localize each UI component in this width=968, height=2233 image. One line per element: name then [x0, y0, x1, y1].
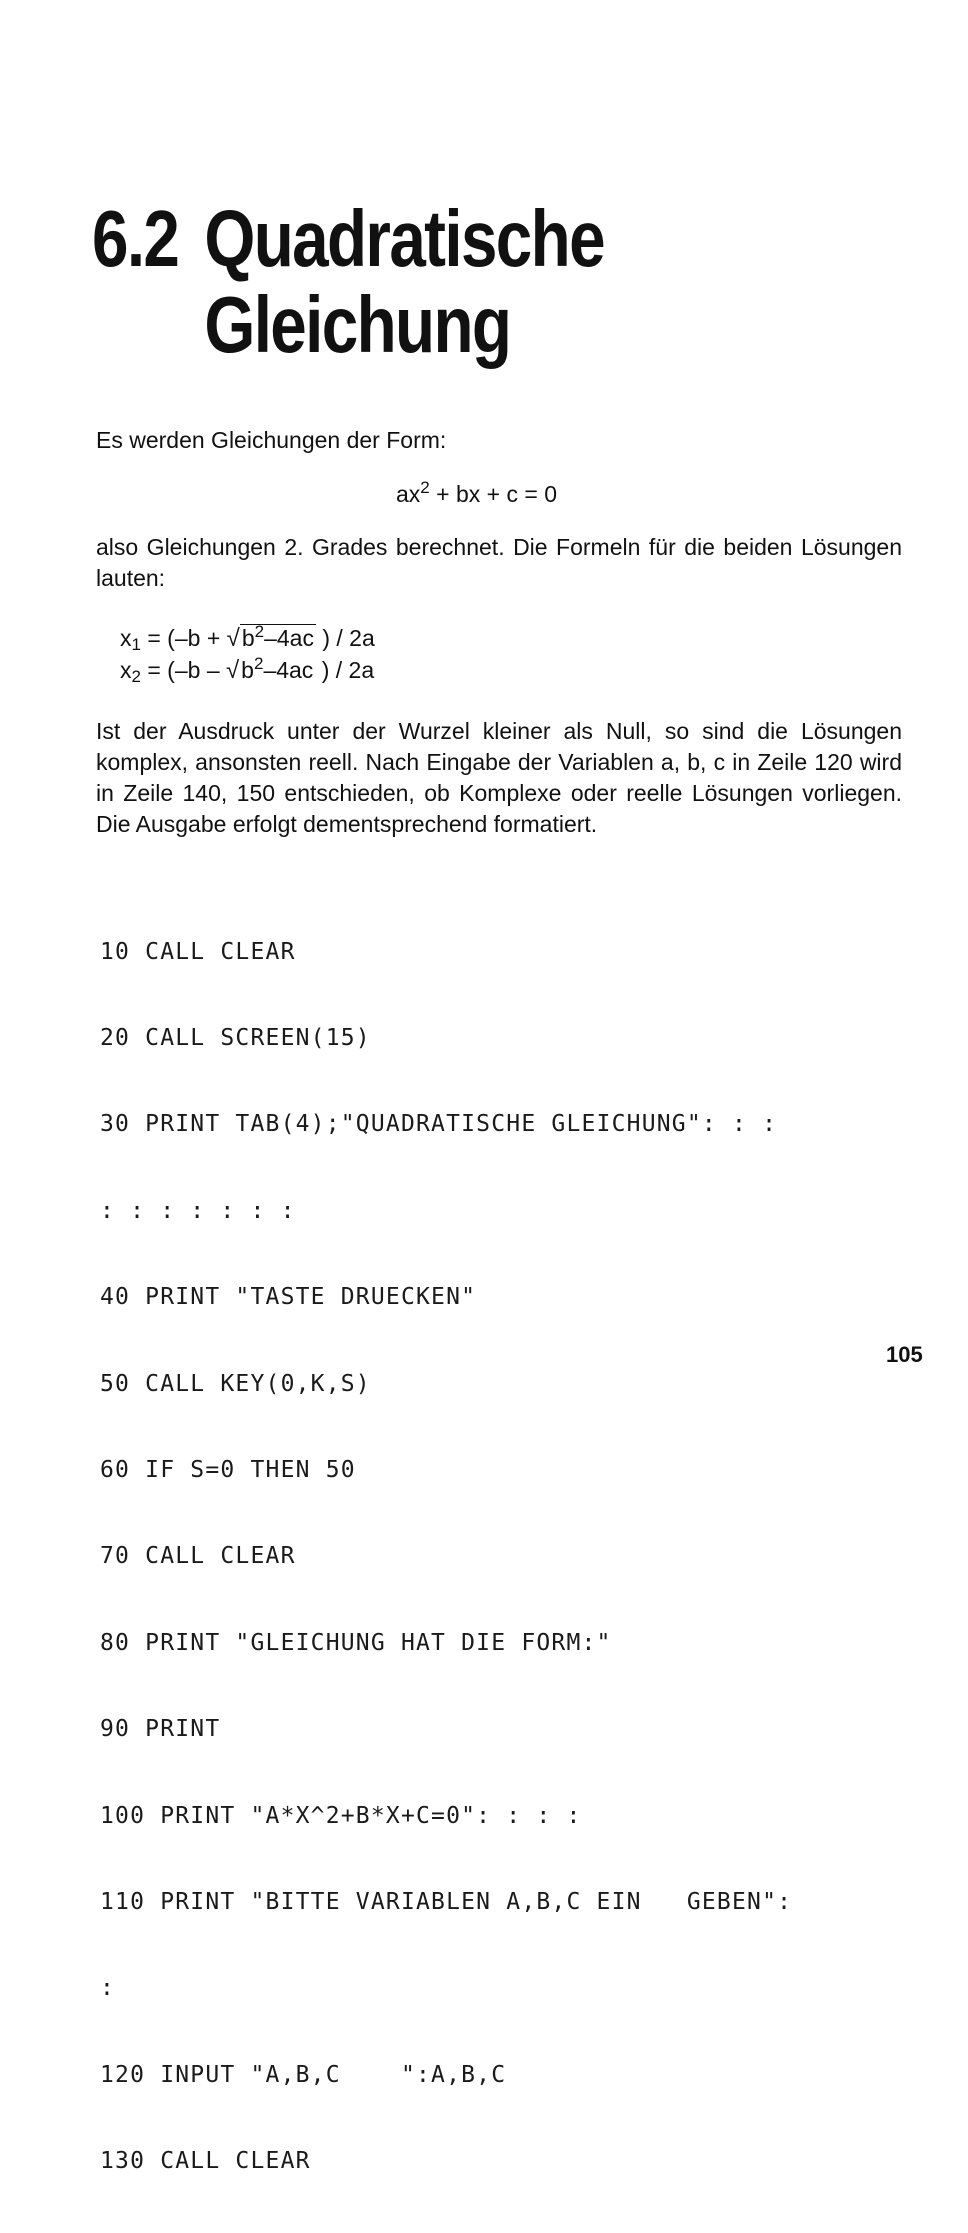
radicand-rest: –4ac — [263, 657, 314, 683]
code-line: 30 PRINT TAB(4);"QUADRATISCHE GLEICHUNG": : : — [100, 1111, 778, 1138]
page-number: 105 — [886, 1342, 923, 1367]
eq-subscript: 1 — [131, 635, 141, 654]
code-line: 120 INPUT "A,B,C ":A,B,C — [100, 2061, 507, 2088]
radicand-exponent: 2 — [254, 622, 265, 641]
heading-line-2: Gleichung — [204, 280, 511, 369]
explanation-paragraph: Ist der Ausdruck unter der Wurzel kleiner als Null, so sind die Lösungen komplex, ansonsten reell. Nach Eingabe der Variablen a, b, c in Zeile 120 wird in Zeile 140, 150 entschieden, ob Komplexe oder reelle Lösungen vorliegen. Die Ausgabe erfolgt dementsprechend formatiert. — [96, 718, 902, 837]
eq-prefix: = (–b + — [140, 625, 227, 651]
basic-code-listing — [100, 880, 792, 2233]
eq-var: x — [120, 657, 132, 683]
code-line: 130 CALL CLEAR — [100, 2148, 311, 2175]
heading-line-1: Quadratische — [204, 194, 604, 283]
code-line: 50 CALL KEY(0,K,S) — [100, 1370, 371, 1397]
root-symbol: √ — [226, 625, 240, 652]
root-symbol: √ — [226, 657, 240, 684]
code-line: 10 CALL CLEAR — [100, 938, 296, 965]
section-number: 6.2 — [92, 194, 179, 283]
code-line: 20 CALL SCREEN(15) — [100, 1024, 371, 1051]
general-formula — [396, 478, 557, 508]
radicand-b: b — [241, 625, 255, 651]
code-line: 70 CALL CLEAR — [100, 1543, 296, 1570]
code-line: 90 PRINT — [100, 1716, 221, 1743]
intro-paragraph: Es werden Gleichungen der Form: — [96, 427, 447, 453]
chapter-heading — [92, 196, 604, 368]
radicand-rest: –4ac — [264, 625, 314, 651]
code-line: 110 PRINT "BITTE VARIABLEN A,B,C EIN GEBEN": — [100, 1888, 793, 1915]
eq-prefix: = (–b – — [140, 657, 226, 683]
code-line: 80 PRINT "GLEICHUNG HAT DIE FORM:" — [100, 1629, 612, 1656]
eq-subscript: 2 — [131, 667, 141, 686]
radicand-b: b — [241, 657, 254, 683]
code-line: : — [100, 1975, 116, 2002]
formula-rest: + bx + c = 0 — [429, 481, 557, 507]
equation-x2 — [120, 654, 374, 687]
square-root — [227, 622, 316, 653]
radicand — [239, 654, 315, 683]
eq-suffix: ) / 2a — [315, 657, 375, 683]
square-root — [226, 654, 315, 685]
solutions-paragraph: also Gleichungen 2. Grades berechnet. Die Formeln für die beiden Lösungen lauten: — [96, 534, 902, 591]
code-line: : : : : : : : — [100, 1197, 296, 1224]
eq-suffix: ) / 2a — [315, 625, 375, 651]
formula-exponent: 2 — [420, 478, 430, 497]
equation-x1 — [120, 622, 375, 655]
formula-term-ax: ax — [396, 481, 421, 507]
code-line: 60 IF S=0 THEN 50 — [100, 1456, 356, 1483]
code-line: 100 PRINT "A*X^2+B*X+C=0": : : : — [100, 1802, 582, 1829]
radicand — [240, 624, 316, 651]
radicand-exponent: 2 — [253, 654, 264, 673]
code-line: 40 PRINT "TASTE DRUECKEN" — [100, 1284, 477, 1311]
eq-var: x — [120, 625, 132, 651]
